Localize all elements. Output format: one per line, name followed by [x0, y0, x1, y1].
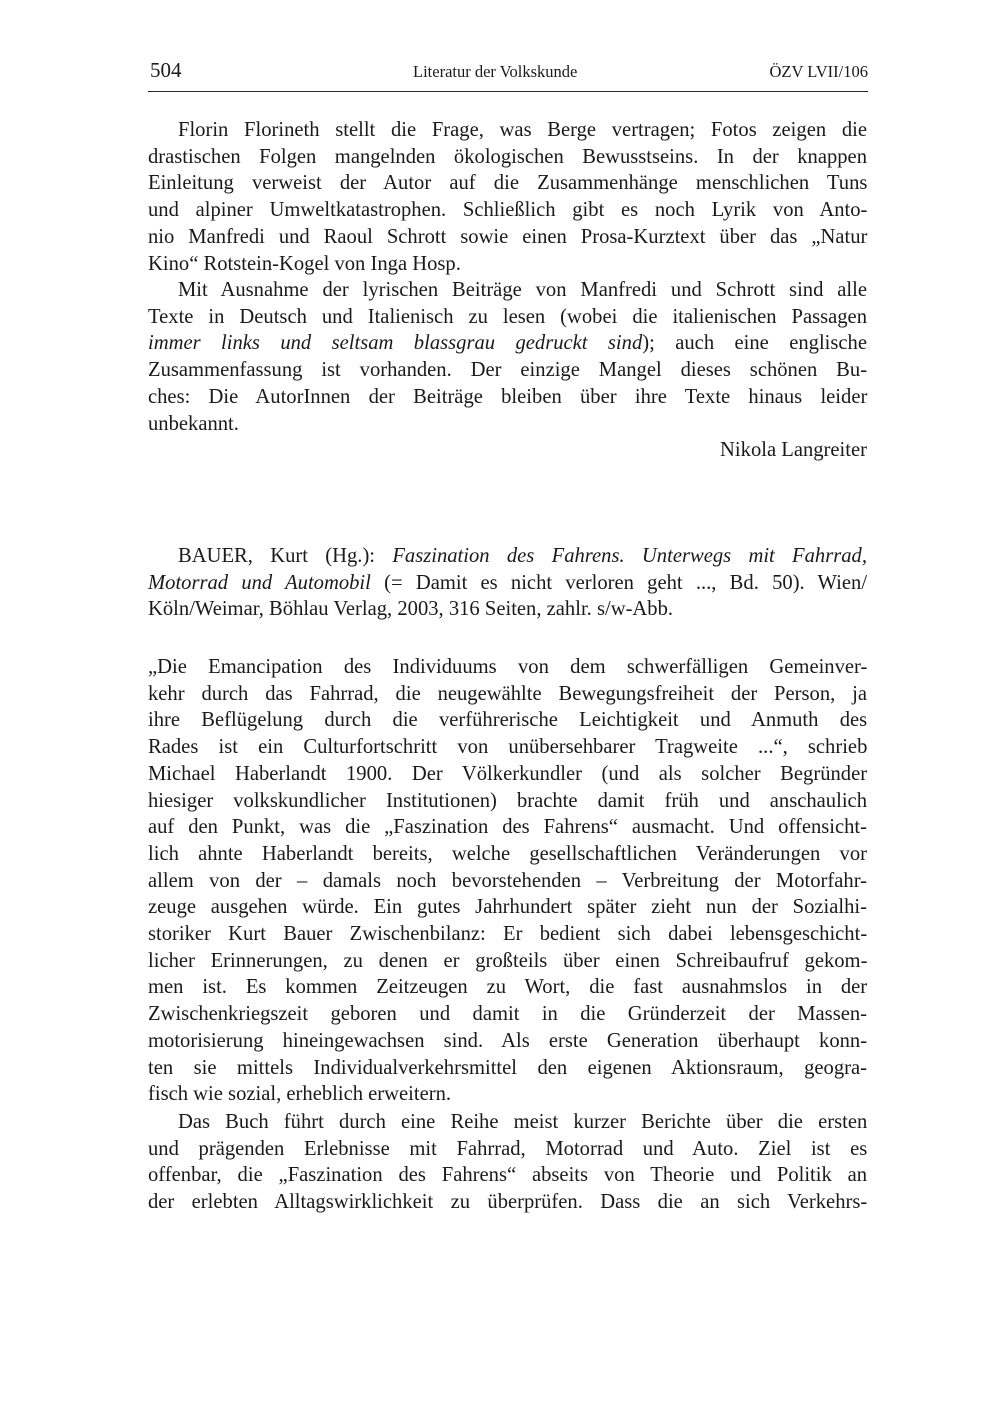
- citation-line: [148, 543, 867, 570]
- review2-paragraph2: [148, 1109, 867, 1216]
- text-line: Rades ist ein Culturfortschritt von unübersehbarer Tragweite ...“, schrieb: [148, 736, 868, 759]
- text-line: licher Erinnerungen, zu denen er großteils über einen Schreibaufruf gekom-: [148, 949, 868, 972]
- review1-paragraph1: [148, 117, 867, 277]
- citation-line: [148, 570, 867, 597]
- text-line: men ist. Es kommen Zeitzeugen zu Wort, die fast ausnahmslos in der: [148, 976, 868, 999]
- text-line: Michael Haberlandt 1900. Der Völkerkundler (und als solcher Begründer: [148, 762, 868, 785]
- text-fragment: ); auch eine englische: [642, 332, 867, 355]
- text-line: der erlebten Alltagswirklichkeit zu überprüfen. Dass die an sich Verkehrs-: [148, 1191, 868, 1214]
- book-citation: [148, 543, 867, 623]
- text-line: Das Buch führt durch eine Reihe meist kurzer Berichte über die ersten: [178, 1111, 868, 1133]
- citation-author: BAUER, Kurt (Hg.):: [178, 545, 393, 567]
- text-line: Einleitung verweist der Autor auf die Zusammenhänge menschlichen Tuns: [148, 172, 868, 195]
- text-line: ches: Die AutorInnen der Beiträge bleiben über ihre Texte hinaus leider: [148, 385, 868, 408]
- text-line: storiker Kurt Bauer Zwischenbilanz: Er bedient sich dabei lebensgeschicht-: [148, 923, 868, 946]
- text-line: offenbar, die „Faszination des Fahrens“ abseits von Theorie und Politik an: [148, 1164, 868, 1187]
- text-line: Mit Ausnahme der lyrischen Beiträge von Manfredi und Schrott sind alle: [178, 279, 867, 301]
- text-line: kehr durch das Fahrrad, die neugewählte Bewegungsfreiheit der Person, ja: [148, 682, 867, 705]
- text-line: Zwischenkriegszeit geboren und damit in die Gründerzeit der Massen-: [148, 1003, 868, 1026]
- text-line: motorisierung hineingewachsen sind. Als erste Generation überhaupt konn-: [148, 1029, 868, 1052]
- text-line: „Die Emancipation des Individuums von dem schwerfälligen Gemeinver-: [148, 656, 868, 678]
- text-line: fisch wie sozial, erheblich erweitern.: [148, 1083, 452, 1106]
- review2-paragraph1: [148, 654, 867, 1108]
- reviewer-signature: Nikola Langreiter: [720, 439, 867, 461]
- text-line: Kino“ Rotstein-Kogel von Inga Hosp.: [148, 252, 461, 275]
- running-title: Literatur der Volkskunde: [413, 62, 578, 81]
- text-line: und alpiner Umweltkatastrophen. Schließlich gibt es noch Lyrik von Anto-: [148, 199, 868, 222]
- header-rule: [148, 91, 868, 92]
- italic-phrase: immer links und seltsam blassgrau gedruckt sind: [148, 332, 643, 355]
- text-line: ihre Beflügelung durch die verführerische Leichtigkeit und Anmuth des: [148, 709, 868, 732]
- citation-title: Faszination des Fahrens. Unterwegs mit Fahrrad,: [392, 545, 867, 567]
- text-line: Texte in Deutsch und Italienisch zu lesen (wobei die italienischen Passagen: [148, 305, 867, 328]
- text-line: und prägenden Erlebnisse mit Fahrrad, Motorrad und Auto. Ziel ist es: [148, 1137, 868, 1160]
- text-line: zeuge ausgehen würde. Ein gutes Jahrhundert später zieht nun der Sozialhi-: [148, 896, 867, 919]
- citation-series: (= Damit es nicht verloren geht ..., Bd. 50). Wien/: [370, 571, 868, 594]
- text-line-mixed: [148, 330, 867, 357]
- page-header: [148, 58, 868, 86]
- text-line: allem von der – damals noch bevorstehenden – Verbreitung der Motorfahr-: [148, 869, 867, 892]
- text-line: lich ahnte Haberlandt bereits, welche gesellschaftlichen Veränderungen vor: [148, 842, 867, 865]
- journal-issue: ÖZV LVII/106: [769, 62, 868, 81]
- text-line: ten sie mittels Individualverkehrsmittel den eigenen Aktionsraum, geogra-: [148, 1056, 867, 1079]
- citation-publisher: Köln/Weimar, Böhlau Verlag, 2003, 316 Seiten, zahlr. s/w-Abb.: [148, 598, 674, 621]
- text-line: Zusammenfassung ist vorhanden. Der einzige Mangel dieses schönen Bu-: [148, 359, 868, 382]
- citation-title: Motorrad und Automobil: [148, 571, 371, 594]
- page-number: 504: [150, 58, 182, 82]
- text-line: hiesiger volkskundlicher Institutionen) brachte damit früh und anschaulich: [148, 789, 867, 812]
- review1-paragraph2: [148, 277, 867, 437]
- text-line: auf den Punkt, was die „Faszination des Fahrens“ ausmacht. Und offensicht-: [148, 816, 868, 839]
- text-line: drastischen Folgen mangelnden ökologischen Bewusstseins. In der knappen: [148, 145, 867, 168]
- text-line: nio Manfredi und Raoul Schrott sowie einen Prosa-Kurztext über das „Natur: [148, 225, 868, 248]
- text-line: Florin Florineth stellt die Frage, was Berge vertragen; Fotos zeigen die: [178, 119, 867, 141]
- text-line: unbekannt.: [148, 412, 239, 435]
